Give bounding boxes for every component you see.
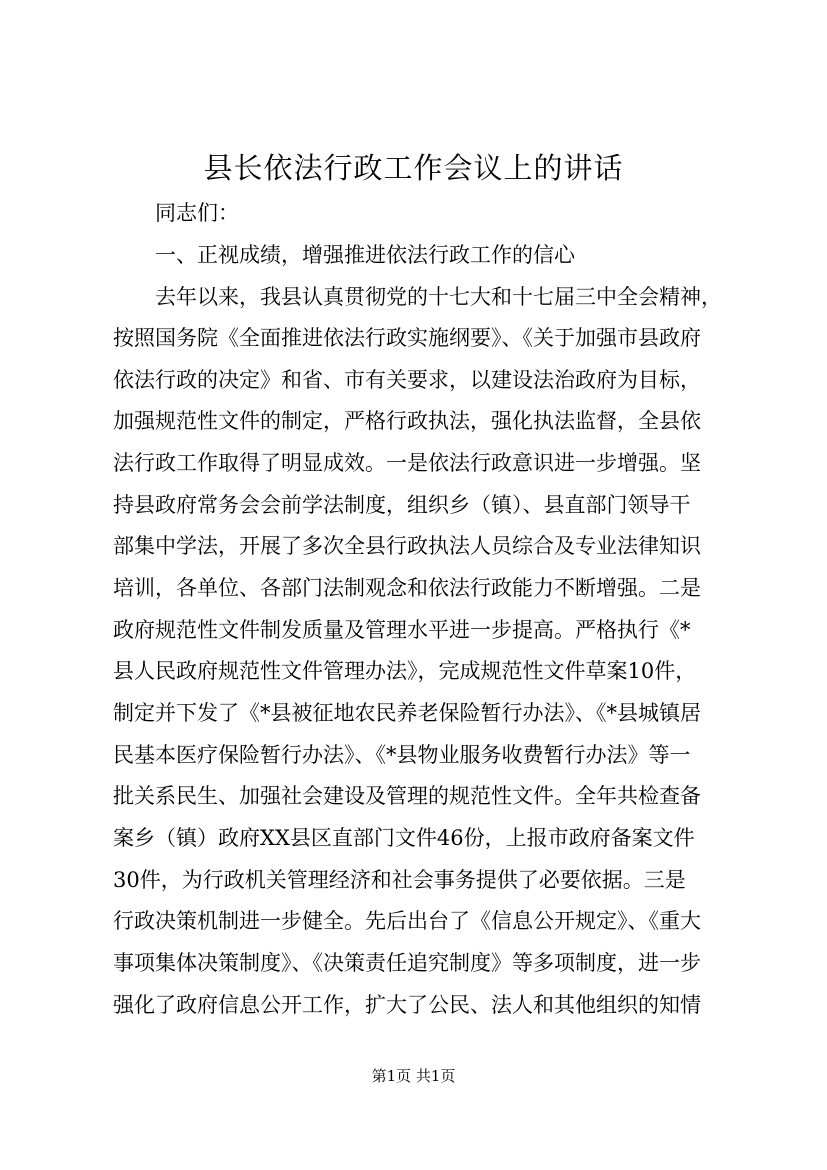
- body-line: 培训，各单位、各部门法制观念和依法行政能力不断增强。二是: [113, 576, 701, 600]
- body-line: 强化了政府信息公开工作，扩大了公民、法人和其他组织的知情: [113, 993, 701, 1017]
- body-line: 行政决策机制进一步健全。先后出台了《信息公开规定》、《重大: [113, 909, 701, 933]
- body-line: 案乡（镇）政府XX县区直部门文件46份，上报市政府备案文件: [113, 826, 695, 850]
- body-line: 30件，为行政机关管理经济和社会事务提供了必要依据。三是: [113, 868, 686, 892]
- salutation: 同志们：: [155, 201, 239, 225]
- body-line: 民基本医疗保险暂行办法》、《*县物业服务收费暂行办法》等一: [113, 743, 691, 767]
- body-line: 政府规范性文件制发质量及管理水平进一步提高。严格执行《*: [113, 618, 691, 642]
- body-line: 制定并下发了《*县被征地农民养老保险暂行办法》、《*县城镇居: [113, 701, 701, 725]
- body-line: 依法行政的决定》和省、市有关要求，以建设法治政府为目标，: [113, 368, 701, 392]
- page-number-footer: 第1页 共1页: [371, 1067, 456, 1085]
- body-line: 批关系民生、加强社会建设及管理的规范性文件。全年共检查备: [113, 784, 701, 808]
- body-line: 加强规范性文件的制定，严格行政执法，强化执法监督，全县依: [113, 409, 701, 433]
- body-line: 法行政工作取得了明显成效。一是依法行政意识进一步增强。坚: [113, 451, 701, 475]
- body-line: 持县政府常务会会前学法制度，组织乡（镇）、县直部门领导干: [113, 493, 691, 517]
- body-line: 去年以来，我县认真贯彻党的十七大和十七届三中全会精神，: [155, 285, 722, 309]
- section-heading: 一、正视成绩，增强推进依法行政工作的信心: [155, 243, 575, 267]
- body-line: 按照国务院《全面推进依法行政实施纲要》、《关于加强市县政府: [113, 326, 701, 350]
- body-line: 县人民政府规范性文件管理办法》，完成规范性文件草案10件，: [113, 659, 697, 683]
- page-title: 县长依法行政工作会议上的讲话: [203, 151, 624, 185]
- body-line: 部集中学法，开展了多次全县行政执法人员综合及专业法律知识: [113, 534, 701, 558]
- body-line: 事项集体决策制度》、《决策责任追究制度》等多项制度，进一步: [113, 951, 701, 975]
